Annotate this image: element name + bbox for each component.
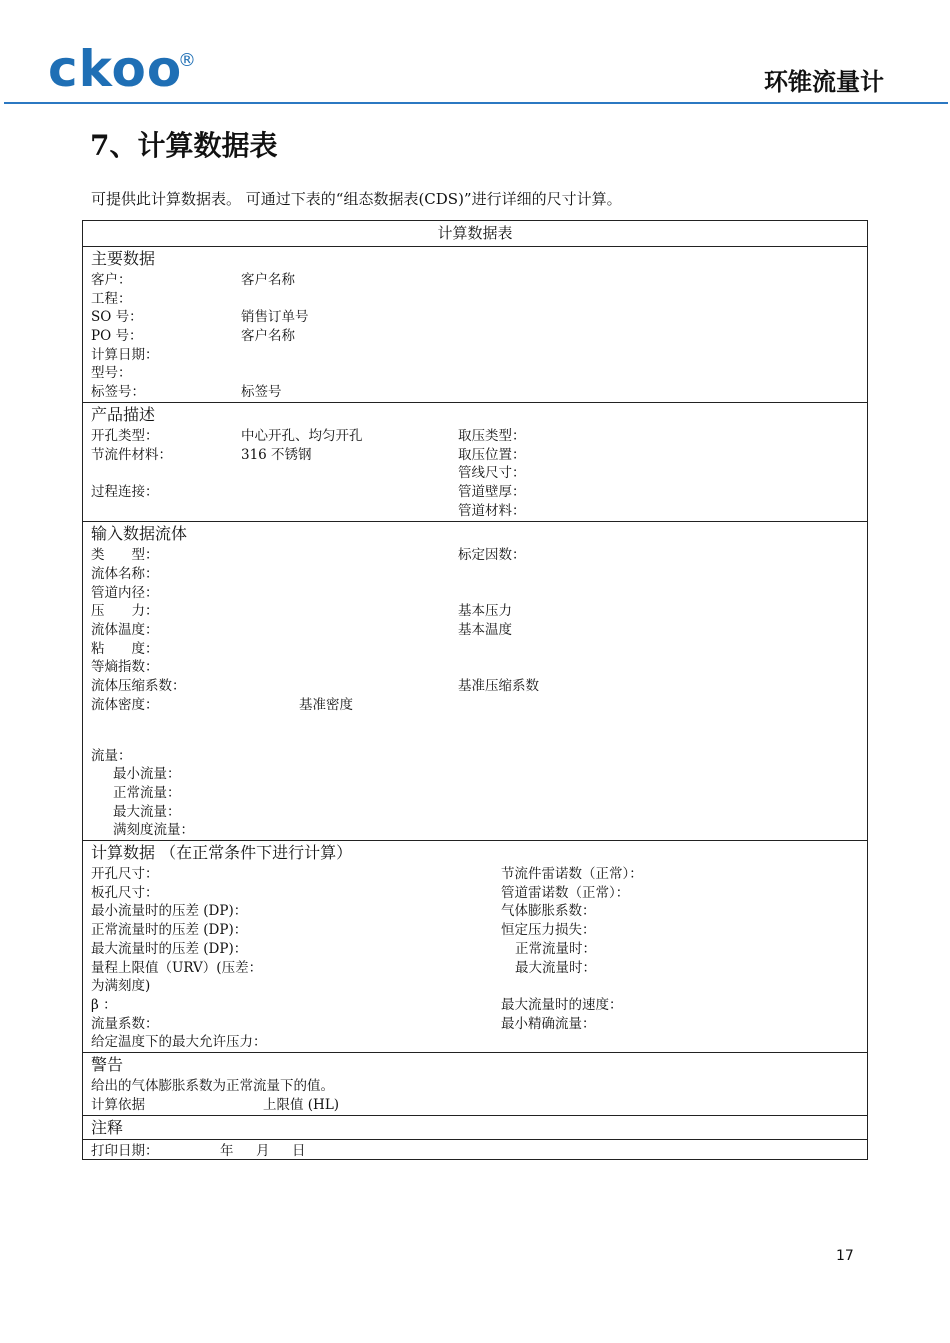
base-compressibility-label: 基准压缩系数 [458, 678, 539, 694]
full-scale-flow-label: 满刻度流量： [113, 822, 194, 838]
calibration-factor-label: 标定因数： [458, 547, 526, 563]
loss-at-max-flow-label: 最大流量时： [515, 960, 596, 976]
so-number-label: SO 号： [91, 309, 143, 325]
print-date-day: 日 [292, 1143, 306, 1159]
max-flow-label: 最大流量： [113, 804, 181, 820]
fluid-divider [83, 840, 867, 841]
tag-value: 标签号 [241, 384, 282, 400]
dp-max-label: 最大流量时的压差 (DP)： [91, 941, 248, 957]
normal-flow-label: 正常流量： [113, 785, 181, 801]
main-data-divider [83, 402, 867, 403]
expansion-factor-label: 气体膨胀系数： [501, 903, 596, 919]
calc-divider [83, 1052, 867, 1053]
loss-at-normal-flow-label: 正常流量时： [515, 941, 596, 957]
registered-mark: ® [178, 50, 196, 71]
warning-text: 给出的气体膨胀系数为正常流量下的值。 [91, 1078, 334, 1094]
min-flow-label: 最小流量： [113, 766, 181, 782]
warning-divider [83, 1115, 867, 1116]
customer-label: 客户： [91, 272, 132, 288]
project-label: 工程： [91, 291, 132, 307]
process-connection-label: 过程连接： [91, 484, 159, 500]
tag-label: 标签号： [91, 384, 145, 400]
dp-normal-label: 正常流量时的压差 (DP)： [91, 922, 248, 938]
pipe-id-label: 管道内径： [91, 585, 159, 601]
pipe-material-label: 管道材料： [458, 503, 526, 519]
calculation-data-sheet [82, 220, 868, 1160]
calc-data-heading: 计算数据 （在正常条件下进行计算） [91, 843, 353, 862]
density-label: 流体密度： [91, 697, 159, 713]
min-accurate-flow-label: 最小精确流量： [501, 1016, 596, 1032]
pipe-wall-label: 管道壁厚： [458, 484, 526, 500]
beta-label: β ： [91, 997, 117, 1013]
fluid-name-label: 流体名称： [91, 566, 159, 582]
base-temperature-label: 基本温度 [458, 622, 512, 638]
viscosity-label: 粘 度： [91, 641, 159, 657]
fluid-type-label: 类 型： [91, 547, 159, 563]
permanent-loss-label: 恒定压力损失： [501, 922, 596, 938]
section-title: 7、计算数据表 [90, 129, 278, 162]
print-date-label: 打印日期： [91, 1143, 159, 1159]
notes-heading: 注释 [91, 1118, 124, 1137]
intro-text: 可提供此计算数据表。 可通过下表的“组态数据表(CDS)”进行详细的尺寸计算。 [91, 190, 622, 208]
element-material-label: 节流件材料： [91, 447, 172, 463]
fluid-temp-label: 流体温度： [91, 622, 159, 638]
dp-min-label: 最小流量时的压差 (DP)： [91, 903, 248, 919]
print-date-year: 年 [220, 1143, 234, 1159]
notes-divider [83, 1139, 867, 1140]
flow-coefficient-label: 流量系数： [91, 1016, 159, 1032]
tap-type-label: 取压类型： [458, 428, 526, 444]
plate-bore-label: 板孔尺寸： [91, 885, 159, 901]
print-date-month: 月 [256, 1143, 270, 1159]
pressure-label: 压 力： [91, 603, 159, 619]
ckoo-logo: ckoo [48, 40, 183, 98]
tap-location-label: 取压位置： [458, 447, 526, 463]
calc-date-label: 计算日期： [91, 347, 159, 363]
warning-heading: 警告 [91, 1055, 124, 1074]
product-divider [83, 521, 867, 522]
bore-type-label: 开孔类型： [91, 428, 159, 444]
sheet-title: 计算数据表 [437, 224, 513, 242]
base-pressure-label: 基本压力 [458, 603, 512, 619]
so-number-value: 销售订单号 [241, 309, 309, 325]
product-description-heading: 产品描述 [91, 405, 156, 424]
element-material-value: 316 不锈钢 [241, 447, 312, 463]
header-rule [4, 102, 948, 104]
urv-label: 量程上限值（URV）(压差： [91, 960, 263, 976]
model-label: 型号： [91, 365, 132, 381]
calc-basis-value: 上限值 (HL) [263, 1097, 340, 1113]
calc-basis-label: 计算依据 [91, 1097, 145, 1113]
max-pressure-label: 给定温度下的最大允许压力： [91, 1034, 267, 1050]
pipe-reynolds-label: 管道雷诺数（正常）： [501, 885, 630, 901]
bore-size-label: 开孔尺寸： [91, 866, 159, 882]
compressibility-label: 流体压缩系数： [91, 678, 186, 694]
element-reynolds-label: 节流件雷诺数（正常）： [501, 866, 643, 882]
customer-value: 客户名称 [241, 272, 295, 288]
base-density-label: 基准密度 [299, 697, 353, 713]
po-number-label: PO 号： [91, 328, 143, 344]
line-size-label: 管线尺寸： [458, 465, 526, 481]
velocity-max-label: 最大流量时的速度： [501, 997, 623, 1013]
bore-type-value: 中心开孔、均匀开孔 [241, 428, 363, 444]
fluid-input-heading: 输入数据流体 [91, 524, 188, 543]
po-number-value: 客户名称 [241, 328, 295, 344]
product-title: 环锥流量计 [764, 68, 884, 96]
main-data-heading: 主要数据 [91, 249, 156, 268]
sheet-title-divider [83, 246, 867, 247]
flow-label: 流量： [91, 748, 132, 764]
isentropic-label: 等熵指数： [91, 659, 159, 675]
urv-label-continued: 为满刻度) [91, 978, 151, 994]
page-number: 17 [836, 1248, 854, 1264]
